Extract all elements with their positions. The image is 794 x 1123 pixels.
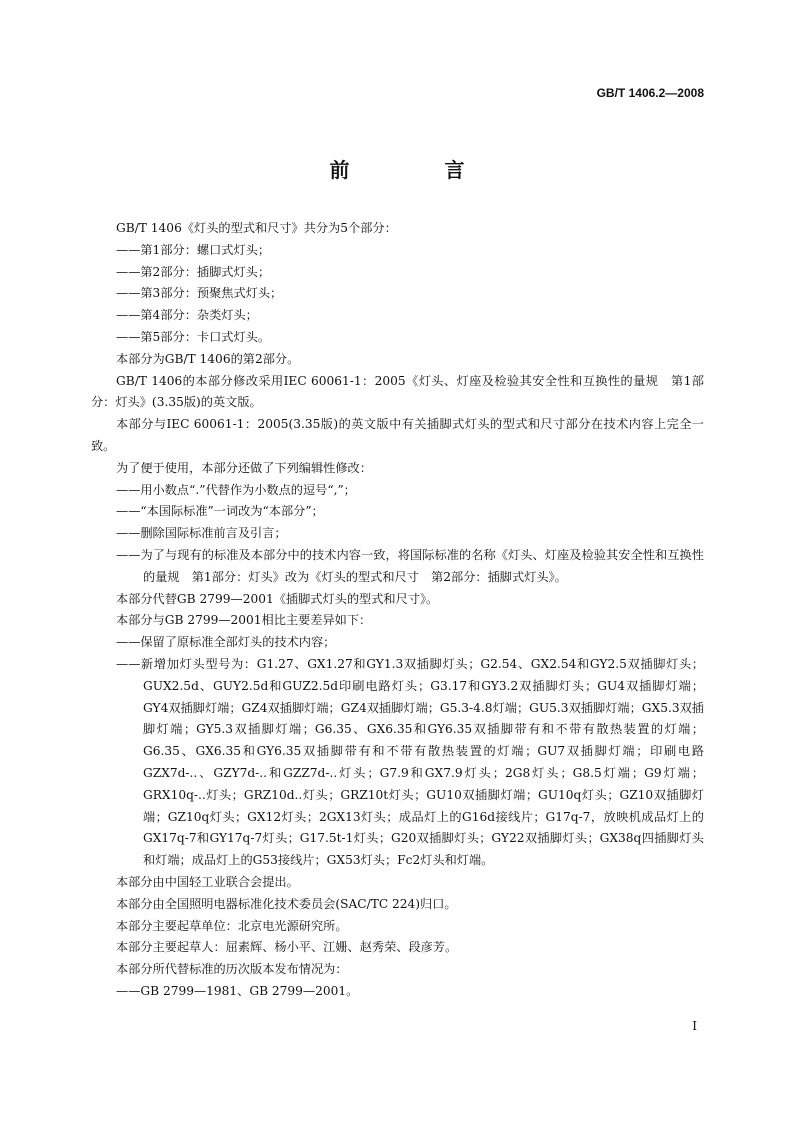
paragraph: 本部分主要起草人：屈素辉、杨小平、江姗、赵秀荣、段彦芳。	[116, 940, 458, 955]
paragraph: 本部分由全国照明电器标准化技术委员会(SAC/TC 224)归口。	[116, 896, 457, 911]
list-item: ——GB 2799—1981、GB 2799—2001。	[116, 983, 359, 998]
paragraph: 本部分为GB/T 1406的第2部分。	[116, 351, 300, 366]
list-item: ——第2部分：插脚式灯头；	[116, 264, 271, 279]
paragraph: 本部分主要起草单位：北京电光源研究所。	[116, 918, 348, 933]
list-item: ——用小数点“.”代替作为小数点的逗号“,”；	[116, 482, 356, 497]
paragraph: GB/T 1406的本部分修改采用IEC 60061-1：2005《灯头、灯座及检验其安全性和互换性的量规 第1部分：灯头》(3.35版)的英文版。	[91, 373, 704, 410]
page-title: 前 言	[329, 158, 509, 182]
list-item: ——“本国际标准”一词改为“本部分”；	[116, 504, 324, 519]
list-item: ——删除国际标准前言及引言；	[116, 526, 287, 541]
paragraph: 为了便于使用，本部分还做了下列编辑性修改：	[116, 460, 372, 475]
standard-code: GB/T 1406.2—2008	[596, 86, 704, 100]
list-item: ——第4部分：杂类灯头；	[116, 308, 258, 323]
document-body	[91, 218, 704, 1003]
list-item: ——第1部分：螺口式灯头；	[116, 242, 271, 257]
list-item: ——第3部分：预聚焦式灯头；	[116, 286, 283, 301]
paragraph: 本部分与GB 2799—2001相比主要差异如下：	[116, 613, 372, 628]
paragraph: 本部分由中国轻工业联合会提出。	[116, 874, 299, 889]
paragraph: 本部分所代替标准的历次版本发布情况为：	[116, 962, 348, 977]
list-item: ——保留了原标准全部灯头的技术内容；	[116, 635, 336, 650]
paragraph: GB/T 1406《灯头的型式和尺寸》共分为5个部分：	[116, 221, 397, 235]
page-number: I	[692, 1019, 697, 1033]
list-item: ——第5部分：卡口式灯头。	[116, 329, 271, 344]
list-item: ——新增加灯头型号为：G1.27、GX1.27和GY1.3双插脚灯头；G2.54、GX2.54和GY2.5双插脚灯头；GUX2.5d、GUY2.5d和GUZ2.5d印刷电路灯头；G3.17和GY3.2双插脚灯头；GU4双插脚灯端；GY4双插脚灯端；GZ4双插脚灯端；GZ4双插脚灯端；G5.3-4.8灯端；GU5.3双插脚灯端；GX5.3双插脚灯端；GY5.3双插脚灯端；G6.35、GX6.35和GY6.35双插脚带有和不带有散热装置的灯端；G6.35、GX6.35和GY6.35双插脚带有和不带有散热装置的灯端；GU7双插脚灯端；印刷电路GZX7d-..、GZY7d-..和GZZ7d-..灯头；G7.9和GX7.9灯头；2G8灯头；G8.5灯端；G9灯端；GRX10q-..灯头；GRZ10d..灯头；GRZ10t灯头；GU10双插脚灯端；GU10q灯头；GZ10双插脚灯端；GZ10q灯头；GX12灯头；2GX13灯头；成品灯上的G16d接线片；G17q-7，放映机成品灯上的GX17q-7和GY17q-7灯头；G17.5t-1灯头；G20双插脚灯头；GY22双插脚灯头；GX38q四插脚灯头和灯端；成品灯上的G53接线片；GX53灯头；Fc2灯头和灯端。	[116, 656, 704, 868]
paragraph: 本部分与IEC 60061-1：2005(3.35版)的英文版中有关插脚式灯头的型式和尺寸部分在技术内容上完全一致。	[91, 417, 704, 453]
paragraph: 本部分代替GB 2799—2001《插脚式灯头的型式和尺寸》。	[116, 591, 439, 606]
list-item: ——为了与现有的标准及本部分中的技术内容一致，将国际标准的名称《灯头、灯座及检验其安全性和互换性的量规 第1部分：灯头》改为《灯头的型式和尺寸 第2部分：插脚式灯头》。	[116, 547, 704, 584]
